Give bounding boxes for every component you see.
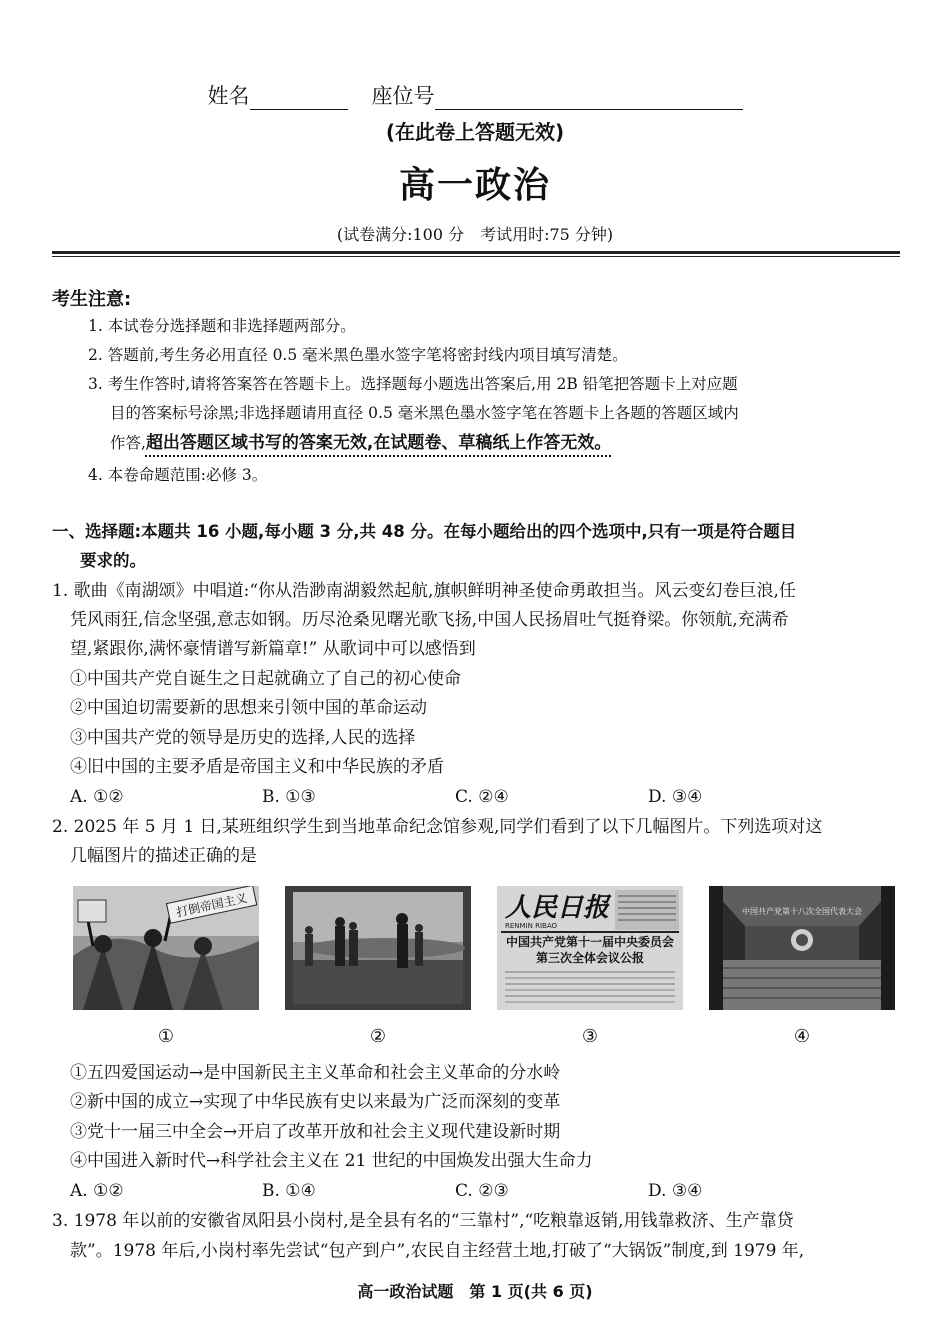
- divider: [52, 256, 900, 257]
- image-caption-2: ②: [369, 1026, 387, 1047]
- exam-meta: (试卷满分:100 分 考试用时:75 分钟): [336, 225, 614, 244]
- page-title: 高一政治: [398, 164, 551, 206]
- divider: [52, 251, 900, 254]
- congress-hall-illustration: [709, 886, 895, 1010]
- notice-text: 作答,: [110, 434, 146, 452]
- q1-option-d[interactable]: D. ③④: [648, 787, 703, 807]
- q1-option-b[interactable]: B. ①③: [262, 787, 316, 807]
- q2-stem-cont: 几幅图片的描述正确的是: [70, 846, 257, 866]
- newspaper-illustration: [497, 886, 683, 1010]
- q1-stem: 1. 歌曲《南湖颂》中唱道:“你从浩渺南湖毅然起航,旗帜鲜明神圣使命勇敢担当。风云变幻卷巨浪,任: [52, 581, 796, 601]
- q1-statement-2: ②中国迫切需要新的思想来引领中国的革命运动: [70, 698, 427, 718]
- newspaper-subtitle: RENMIN RIBAO: [505, 922, 557, 930]
- q2-statement-2: ②新中国的成立→实现了中华民族有史以来最为广泛而深刻的变革: [70, 1092, 561, 1112]
- name-label: 姓名: [207, 84, 250, 108]
- q2-option-a[interactable]: A. ①②: [70, 1181, 124, 1201]
- notice-item-2: 2. 答题前,考生务必用直径 0.5 毫米黑色墨水签字笔将密封线内项目填写清楚。: [88, 346, 628, 364]
- image-peoples-daily: [497, 886, 683, 1010]
- newspaper-headline-2: 第三次全体会议公报: [535, 951, 645, 965]
- notice-item-3-cont: [110, 432, 611, 454]
- newspaper-masthead: 人民日报: [505, 893, 610, 923]
- image-caption-1: ①: [157, 1026, 175, 1047]
- notice-item-4: 4. 本卷命题范围:必修 3。: [88, 466, 268, 484]
- q2-statement-1: ①五四爱国运动→是中国新民主主义革命和社会主义革命的分水岭: [70, 1063, 561, 1083]
- q1-stem-cont: 望,紧跟你,满怀豪情谱写新篇章!” 从歌词中可以感悟到: [70, 639, 476, 659]
- name-blank[interactable]: [250, 87, 348, 110]
- ceremony-illustration: [285, 886, 471, 1010]
- q2-option-c[interactable]: C. ②③: [455, 1181, 509, 1201]
- candidate-info: [0, 80, 950, 110]
- invalid-notice: (在此卷上答题无效): [385, 120, 565, 144]
- seat-blank[interactable]: [435, 87, 743, 110]
- q2-statement-3: ③党十一届三中全会→开启了改革开放和社会主义现代建设新时期: [70, 1122, 561, 1142]
- image-founding-ceremony: [285, 886, 471, 1010]
- q1-option-c[interactable]: C. ②④: [455, 787, 509, 807]
- image-caption-3: ③: [581, 1026, 599, 1047]
- section-heading-cont: 要求的。: [80, 551, 146, 570]
- seat-label: 座位号: [371, 84, 435, 108]
- notice-item-3-cont: 目的答案标号涂黑;非选择题请用直径 0.5 毫米黑色墨水签字笔在答题卡上各题的答题区域内: [110, 404, 739, 422]
- page-footer: 高一政治试题 第 1 页(共 6 页): [357, 1282, 593, 1301]
- q2-stem: 2. 2025 年 5 月 1 日,某班组织学生到当地革命纪念馆参观,同学们看到了以下几幅图片。下列选项对这: [52, 817, 823, 837]
- q1-statement-3: ③中国共产党的领导是历史的选择,人民的选择: [70, 728, 416, 748]
- q1-option-a[interactable]: A. ①②: [70, 787, 124, 807]
- q1-stem-cont: 凭风雨狂,信念坚强,意志如钢。历尽沧桑见曙光歌飞扬,中国人民扬眉吐气挺脊梁。你领航,充满希: [70, 610, 789, 630]
- image-may-fourth-movement: [73, 886, 259, 1010]
- notice-emphasis: 超出答题区域书写的答案无效,在试题卷、草稿纸上作答无效。: [145, 433, 612, 453]
- q3-stem: 3. 1978 年以前的安徽省凤阳县小岗村,是全县有名的“三靠村”,“吃粮靠返销,用钱靠救济、生产靠贷: [52, 1211, 794, 1231]
- notice-item-1: 1. 本试卷分选择题和非选择题两部分。: [88, 317, 356, 335]
- q1-statement-1: ①中国共产党自诞生之日起就确立了自己的初心使命: [70, 669, 461, 689]
- notice-item-3: 3. 考生作答时,请将答案答在答题卡上。选择题每小题选出答案后,用 2B 铅笔把答题卡上对应题: [88, 375, 738, 393]
- image-caption-4: ④: [793, 1026, 811, 1047]
- notice-heading: 考生注意:: [52, 289, 132, 310]
- image-party-congress: [709, 886, 895, 1010]
- q2-option-d[interactable]: D. ③④: [648, 1181, 703, 1201]
- protest-banner-text: 打倒帝国主义: [175, 890, 249, 920]
- q2-option-b[interactable]: B. ①④: [262, 1181, 316, 1201]
- congress-banner-text: 中国共产党第十八次全国代表大会: [742, 907, 862, 916]
- q1-statement-4: ④旧中国的主要矛盾是帝国主义和中华民族的矛盾: [70, 757, 444, 777]
- newspaper-headline-1: 中国共产党第十一届中央委员会: [505, 935, 675, 949]
- q3-stem-cont: 款”。1978 年后,小岗村率先尝试“包产到户”,农民自主经营土地,打破了“大锅饭”制度,到 1979 年,: [70, 1241, 805, 1261]
- section-heading: 一、选择题:本题共 16 小题,每小题 3 分,共 48 分。在每小题给出的四个选项中,只有一项是符合题目: [52, 522, 797, 541]
- protest-illustration: [73, 886, 259, 1010]
- q2-statement-4: ④中国进入新时代→科学社会主义在 21 世纪的中国焕发出强大生命力: [70, 1151, 593, 1171]
